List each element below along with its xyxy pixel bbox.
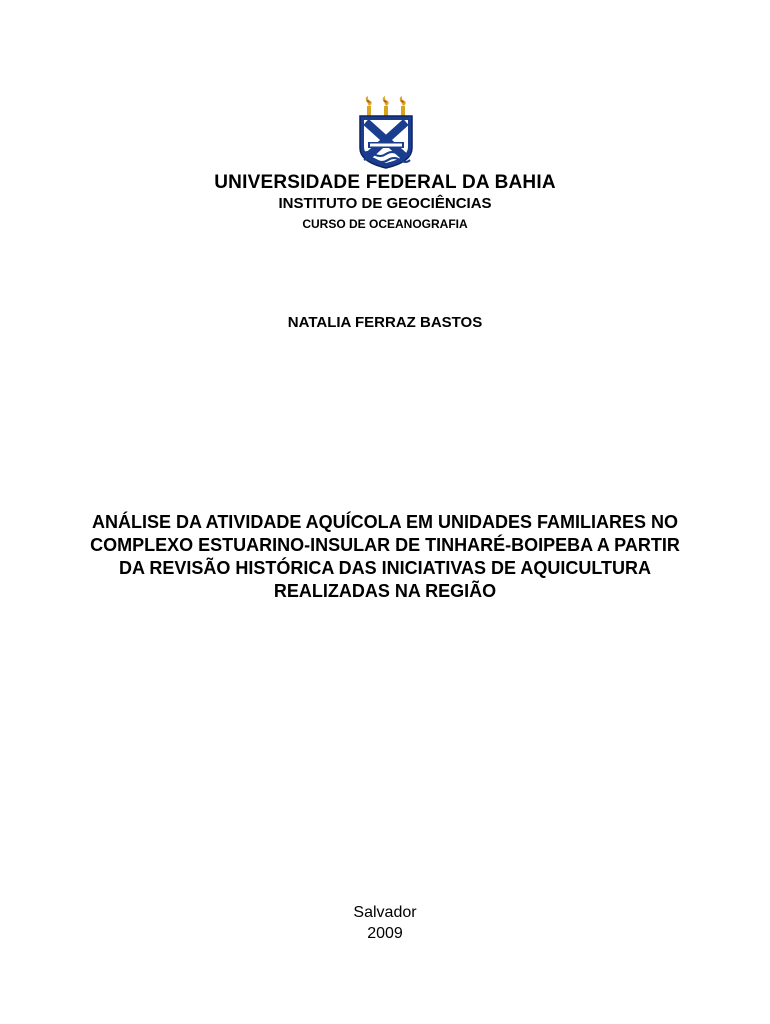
author-name: NATALIA FERRAZ BASTOS [287, 314, 483, 331]
university-name: UNIVERSIDADE FEDERAL DA BAHIA [214, 172, 556, 193]
institute-name: INSTITUTO DE GEOCIÊNCIAS [278, 195, 492, 212]
city: Salvador [353, 904, 417, 921]
ufba-coat-of-arms-icon [354, 96, 418, 170]
course-name: CURSO DE OCEANOGRAFIA [302, 217, 468, 231]
torch-center [383, 96, 389, 116]
torch-right [400, 96, 406, 116]
thesis-title: ANÁLISE DA ATIVIDADE AQUÍCOLA EM UNIDADES FAMILIARES NO COMPLEXO ESTUARINO-INSULAR DE TINHARÉ-BOIPEBA A PARTIR DA REVISÃO HISTÓRICA DAS INICIATIVAS DE AQUICULTURA REALIZADAS NA REGIÃO [90, 512, 680, 601]
torch-left [366, 96, 372, 116]
year: 2009 [367, 925, 403, 942]
